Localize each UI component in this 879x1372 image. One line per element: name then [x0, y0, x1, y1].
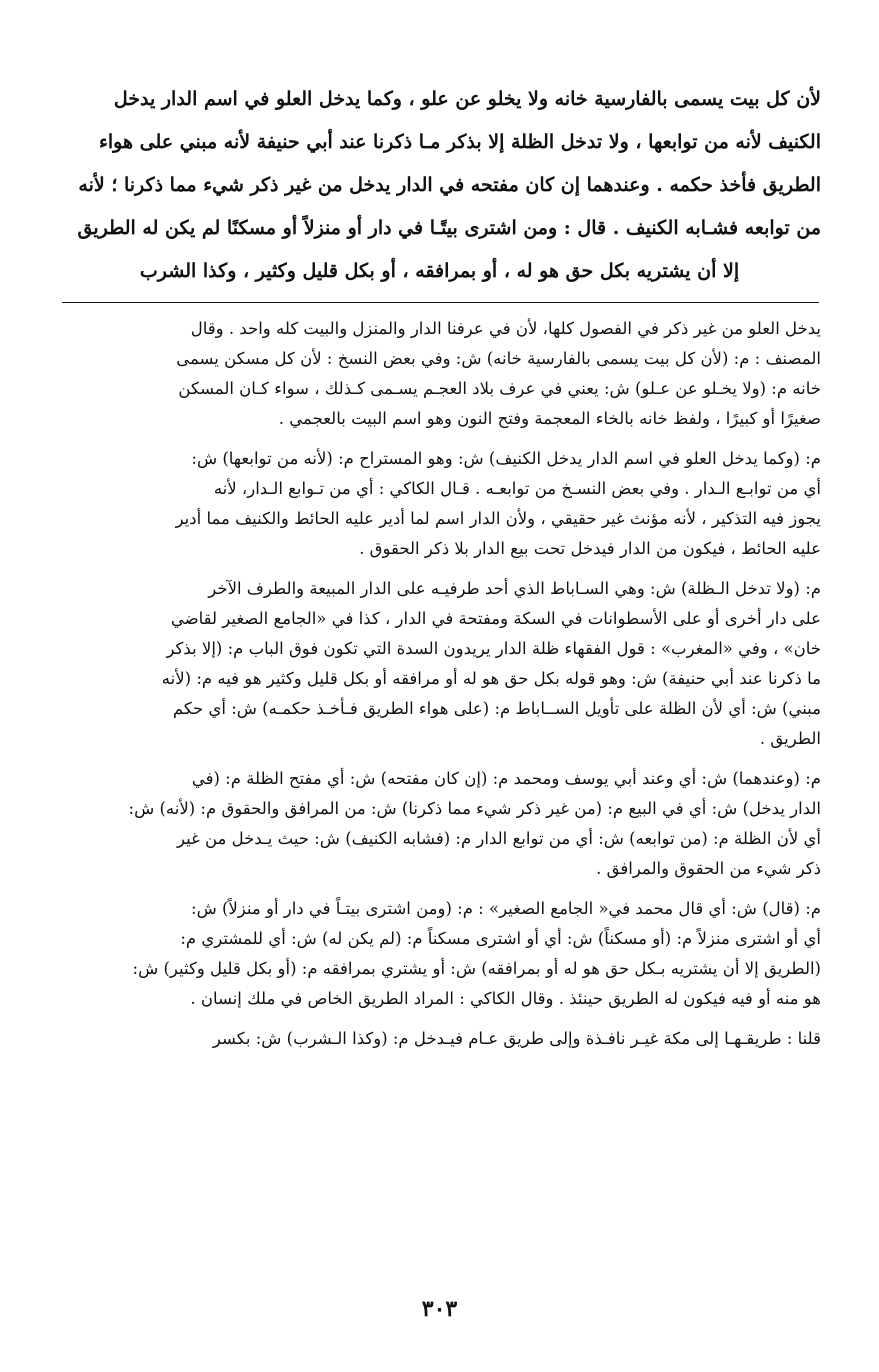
commentary-line: م: (ولا تدخل الـظلة) ش: وهي السـاباط الذي أحد طرفيـه على الدار المبيعة والطرف الآخر	[208, 579, 821, 598]
main-text-line: الكنيف لأنه من توابعها ، ولا تدخل الظلة إلا بذكر مـا ذكرنا عند أبي حنيفة لأنه مبني على هواء	[98, 131, 821, 153]
commentary-line: ذكر شيء من الحقوق والمرافق .	[596, 859, 821, 878]
commentary-paragraph	[56, 574, 821, 754]
commentary-line: خان» ، وفي «المغرب» : قول الفقهاء ظلة الدار يريدون السدة التي تكون فوق الباب م: (إلا بذكر	[166, 639, 821, 658]
commentary-line: الطريق .	[759, 729, 821, 748]
commentary-line: (الطريق إلا أن يشتريه بـكل حق هو له أو بمرافقه) ش: أو يشتري بمرافقه م: (أو بكل قليل وكثير) ش:	[132, 959, 821, 978]
main-text-line: الطريق فأخذ حكمه . وعندهما إن كان مفتحه في الدار يدخل من غير ذكر شيء مما ذكرنا ؛ لأنه	[78, 174, 821, 196]
commentary-line: هو منه أو فيه فيكون له الطريق حينئذ . وقال الكاكي : المراد الطريق الخاص في ملك إنسان .	[190, 989, 821, 1008]
commentary-block	[56, 314, 821, 1064]
main-text-block	[58, 78, 821, 293]
commentary-line: أي أو اشترى منزلاً م: (أو مسكناً) ش: أي أو اشترى مسكناً م: (لم يكن له) ش: أي للمشتري م:	[180, 929, 821, 948]
commentary-line: أي لأن الظلة م: (من توابعه) ش: أي من توابع الدار م: (فشابه الكنيف) ش: حيث يـدخل من غير	[177, 829, 821, 848]
commentary-line: عليه الحائط ، فيكون من الدار فيدخل تحت بيع الدار بلا ذكر الحقوق .	[359, 539, 821, 558]
commentary-line: يدخل العلو من غير ذكر في الفصول كلها، لأن في عرفنا الدار والمنزل والبيت كله واحد . وقال	[190, 319, 821, 338]
commentary-line: المصنف : م: (لأن كل بيت يسمى بالفارسية خانه) ش: وفي بعض النسخ : لأن كل مسكن يسمى	[176, 349, 821, 368]
commentary-line: م: (وكما يدخل العلو في اسم الدار يدخل الكنيف) ش: وهو المستراح م: (لأنه من توابعها) ش:	[191, 449, 821, 468]
main-text-line: إلا أن يشتريه بكل حق هو له ، أو بمرافقه ، أو بكل قليل وكثير ، وكذا الشرب	[139, 260, 740, 282]
commentary-line: مبني) ش: أي لأن الظلة على تأويل الســاباط م: (على هواء الطريق فـأخـذ حكمـه) ش: أي حكم	[172, 699, 821, 718]
commentary-line: قلنا : طريقـهـا إلى مكة غيـر نافـذة وإلى طريق عـام فيـدخل م: (وكذا الـشرب) ش: بكسر	[212, 1029, 821, 1048]
main-text-line: من توابعه فشـابه الكنيف . قال : ومن اشترى بيتًـا في دار أو منزلاً أو مسكنًا لم يكن له الطريق	[77, 217, 821, 239]
commentary-line: ما ذكرنا عند أبي حنيفة) ش: وهو قوله بكل حق هو له أو مرافقه أو بكل قليل وكثير هو فيه م: (لأنه	[161, 669, 821, 688]
commentary-line: م: (قال) ش: أي قال محمد في« الجامع الصغير» : م: (ومن اشترى بيتـاً في دار أو منزلاً) ش:	[191, 899, 821, 918]
page-number: ٣٠٣	[421, 1296, 458, 1322]
commentary-paragraph	[56, 314, 821, 434]
section-divider	[62, 302, 819, 303]
commentary-line: يجوز فيه التذكير ، لأنه مؤنث غير حقيقي ، ولأن الدار اسم لما أدير عليه الحائط والكنيف مما أدير	[175, 509, 821, 528]
commentary-line: الدار يدخل) ش: أي في البيع م: (من غير ذكر شيء مما ذكرنا) ش: من المرافق والحقوق م: (لأنه) ش:	[128, 799, 821, 818]
commentary-line: صغيرًا أو كبيرًا ، ولفظ خانه بالخاء المعجمة وفتح النون وهو اسم البيت بالعجمي .	[278, 409, 821, 428]
commentary-line: على دار أخرى أو على الأسطوانات في السكة ومفتحة في الدار ، كذا في «الجامع الصغير لقاضي	[170, 609, 821, 628]
commentary-paragraph	[56, 444, 821, 564]
commentary-paragraph	[56, 1024, 821, 1054]
commentary-paragraph	[56, 894, 821, 1014]
commentary-paragraph	[56, 764, 821, 884]
main-text-line: لأن كل بيت يسمى بالفارسية خانه ولا يخلو عن علو ، وكما يدخل العلو في اسم الدار يدخل	[113, 88, 821, 110]
commentary-line: م: (وعندهما) ش: أي وعند أبي يوسف ومحمد م: (إن كان مفتحه) ش: أي مفتح الظلة م: (في	[191, 769, 821, 788]
commentary-line: خانه م: (ولا يخـلو عن عـلو) ش: يعني في عرف بلاد العجـم يسـمى كـذلك ، سواء كـان المسكن	[178, 379, 821, 398]
commentary-line: أي من توابـع الـدار . وفي بعض النسـخ من توابعـه . قـال الكاكي : أي من تـوابع الـدار، لأنه	[213, 479, 821, 498]
